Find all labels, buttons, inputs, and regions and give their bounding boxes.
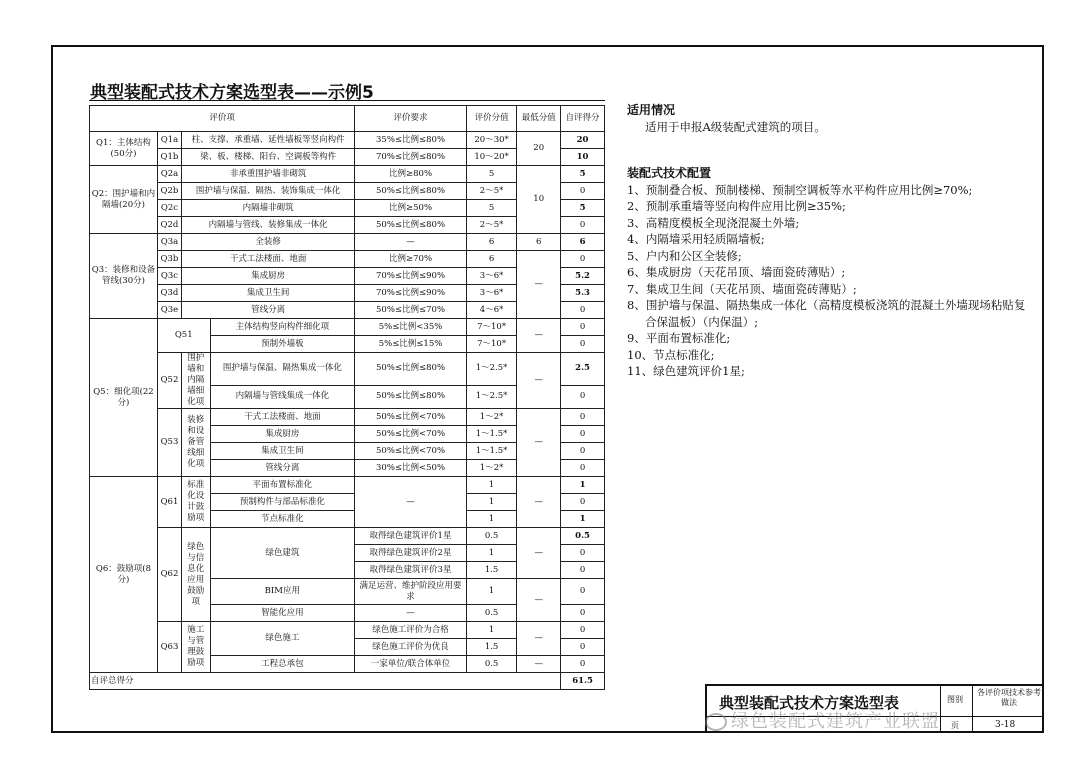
subgroup-name: 施工与管理鼓励项 — [182, 622, 210, 673]
item-code: Q1a — [157, 132, 181, 149]
item-self: 0 — [561, 183, 605, 200]
item-name: 绿色建筑 — [210, 528, 355, 579]
item-min: 6 — [517, 234, 561, 251]
item-self: 1 — [561, 477, 605, 494]
item-name: 工程总承包 — [210, 656, 355, 673]
item-name: 集成卫生间 — [210, 443, 355, 460]
table-row — [90, 409, 605, 426]
item-self: 0 — [561, 443, 605, 460]
item-self: 0 — [561, 545, 605, 562]
item-score: 1～2* — [466, 409, 516, 426]
item-self: 5 — [561, 200, 605, 217]
usage-heading: 适用情况 — [627, 103, 676, 117]
item-self: 0 — [561, 494, 605, 511]
item-requirement: 5%≤比例≤15% — [355, 336, 467, 353]
item-name: 全装修 — [182, 234, 355, 251]
item-code: Q2c — [157, 200, 181, 217]
usage-text: 适用于申报A级装配式建筑的项目。 — [645, 119, 826, 134]
item-self: 5.3 — [561, 285, 605, 302]
item-score: 1 — [466, 477, 516, 494]
item-score: 1 — [466, 622, 516, 639]
item-requirement: 50%≤比例≤70% — [355, 302, 467, 319]
item-score: 1.5 — [466, 562, 516, 579]
item-score: 5 — [466, 166, 516, 183]
item-score: 0.5 — [466, 605, 516, 622]
item-code: Q2b — [157, 183, 181, 200]
item-score: 1～2.5* — [466, 353, 516, 386]
item-score: 6 — [466, 234, 516, 251]
item-score: 3～6* — [466, 285, 516, 302]
item-code: Q3e — [157, 302, 181, 319]
config-item: 3、高精度模板全现浇混凝土外墙; — [627, 215, 800, 230]
item-self: 0.5 — [561, 528, 605, 545]
header-requirement: 评价要求 — [355, 106, 467, 132]
item-score: 1 — [466, 511, 516, 528]
item-requirement: 50%≤比例<70% — [355, 443, 467, 460]
item-self: 0 — [561, 302, 605, 319]
table-row — [90, 234, 605, 251]
item-min: — — [517, 251, 561, 319]
item-requirement: 取得绿色建筑评价1星 — [355, 528, 467, 545]
item-requirement: 一家单位/联合体单位 — [355, 656, 467, 673]
item-self: 20 — [561, 132, 605, 149]
item-name: 柱、支撑、承重墙、延性墙板等竖向构件 — [182, 132, 355, 149]
notes-panel — [627, 102, 1027, 380]
item-name: 管线分离 — [182, 302, 355, 319]
item-self: 0 — [561, 639, 605, 656]
item-name: 围护墙与保温、隔热、装饰集成一体化 — [182, 183, 355, 200]
item-score: 2～5* — [466, 217, 516, 234]
item-code: Q3a — [157, 234, 181, 251]
watermark: 绿色装配式建筑产业联盟 — [705, 707, 940, 733]
item-name: 非承重围护墙非砌筑 — [182, 166, 355, 183]
item-requirement: 50%≤比例≤80% — [355, 353, 467, 386]
item-min: — — [517, 353, 561, 409]
item-code: Q3c — [157, 268, 181, 285]
item-score: 6 — [466, 251, 516, 268]
group-label: Q3：装修和设备管线(30分) — [90, 234, 158, 319]
item-self: 1 — [561, 511, 605, 528]
config-item: 11、绿色建筑评价1星; — [627, 364, 745, 378]
item-requirement: 50%≤比例≤80% — [355, 217, 467, 234]
table-row — [90, 166, 605, 183]
item-code: Q2a — [157, 166, 181, 183]
item-self: 0 — [561, 460, 605, 477]
subgroup-code: Q62 — [157, 528, 181, 622]
group-label: Q1：主体结构(50分) — [90, 132, 158, 166]
header-min: 最低分值 — [517, 106, 561, 132]
item-name: 围护墙与保温、隔热集成一体化 — [210, 353, 355, 386]
config-item: 7、集成卫生间（天花吊顶、墙面瓷砖薄贴）; — [627, 281, 857, 296]
config-heading: 装配式技术配置 — [627, 166, 712, 180]
item-requirement: 满足运营、维护阶段应用要求 — [355, 579, 467, 605]
wechat-icon — [705, 713, 727, 731]
item-name: 内隔墙与管线集成一体化 — [210, 385, 355, 408]
item-score: 1～1.5* — [466, 443, 516, 460]
selection-table — [89, 105, 605, 690]
header-self: 自评得分 — [561, 106, 605, 132]
item-requirement: 70%≤比例≤80% — [355, 149, 467, 166]
item-self: 0 — [561, 217, 605, 234]
item-score: 4～6* — [466, 302, 516, 319]
item-self: 0 — [561, 319, 605, 336]
item-code: Q2d — [157, 217, 181, 234]
item-self: 0 — [561, 562, 605, 579]
table-header-row — [90, 106, 605, 132]
item-score: 1.5 — [466, 639, 516, 656]
item-name: 集成厨房 — [182, 268, 355, 285]
item-self: 10 — [561, 149, 605, 166]
table-row — [90, 251, 605, 268]
subgroup-code: Q52 — [157, 353, 181, 409]
item-min: — — [517, 622, 561, 656]
table-row — [90, 477, 605, 494]
item-self: 0 — [561, 385, 605, 408]
item-score: 20～30* — [466, 132, 516, 149]
item-score: 0.5 — [466, 656, 516, 673]
item-self: 0 — [561, 409, 605, 426]
item-score: 1～2.5* — [466, 385, 516, 408]
item-self: 0 — [561, 656, 605, 673]
item-score: 1～1.5* — [466, 426, 516, 443]
item-name: 节点标准化 — [210, 511, 355, 528]
item-name: 智能化应用 — [210, 605, 355, 622]
item-requirement: — — [355, 605, 467, 622]
item-min: 20 — [517, 132, 561, 166]
item-min: — — [517, 409, 561, 477]
item-score: 1～2* — [466, 460, 516, 477]
config-item: 10、节点标准化; — [627, 347, 715, 362]
item-name: 内隔墙与管线、装修集成一体化 — [182, 217, 355, 234]
item-requirement: 比例≥80% — [355, 166, 467, 183]
item-name: 绿色施工 — [210, 622, 355, 656]
item-requirement: 绿色施工评价为合格 — [355, 622, 467, 639]
item-score: 10～20* — [466, 149, 516, 166]
config-item: 2、预制承重墙等竖向构件应用比例≥35%; — [627, 199, 846, 213]
item-name: 预制构件与部品标准化 — [210, 494, 355, 511]
group-label: Q6：鼓励项(8分) — [90, 477, 158, 673]
item-min: — — [517, 528, 561, 579]
config-item: 4、内隔墙采用轻质隔墙板; — [627, 232, 765, 246]
config-item: 5、户内和公区全装修; — [627, 248, 742, 263]
subgroup-code: Q63 — [157, 622, 181, 673]
item-requirement: 35%≤比例≤80% — [355, 132, 467, 149]
item-min: 10 — [517, 166, 561, 234]
item-requirement: 比例≥70% — [355, 251, 467, 268]
item-score: 1 — [466, 579, 516, 605]
subgroup-name: 标准化设计鼓励项 — [182, 477, 210, 528]
total-row — [90, 673, 605, 690]
config-item: 1、预制叠合板、预制楼梯、预制空调板等水平构件应用比例≥70%; — [627, 182, 973, 197]
item-name: 干式工法楼面、地面 — [210, 409, 355, 426]
item-min: — — [517, 477, 561, 528]
item-name: 预制外墙板 — [210, 336, 355, 353]
page-number: 3-18 — [995, 720, 1016, 730]
item-name: 内隔墙非砌筑 — [182, 200, 355, 217]
item-self: 0 — [561, 579, 605, 605]
item-self: 5 — [561, 166, 605, 183]
item-self: 0 — [561, 622, 605, 639]
item-name: BIM应用 — [210, 579, 355, 605]
item-requirement: 比例≥50% — [355, 200, 467, 217]
item-code: Q1b — [157, 149, 181, 166]
item-self: 2.5 — [561, 353, 605, 386]
title-block-title: 典型装配式技术方案选型表 — [719, 694, 900, 712]
item-name: 集成厨房 — [210, 426, 355, 443]
item-min: — — [517, 656, 561, 673]
item-min: — — [517, 579, 561, 622]
item-requirement: 70%≤比例≤90% — [355, 285, 467, 302]
item-requirement: — — [355, 477, 467, 528]
item-self: 0 — [561, 336, 605, 353]
item-requirement: 70%≤比例≤90% — [355, 268, 467, 285]
subgroup-code: Q53 — [157, 409, 181, 477]
item-min: — — [517, 319, 561, 353]
item-score: 5 — [466, 200, 516, 217]
item-self: 0 — [561, 426, 605, 443]
item-requirement: 50%≤比例≤80% — [355, 385, 467, 408]
subgroup-name: 绿色与信息化应用鼓励项 — [182, 528, 210, 622]
item-score: 7～10* — [466, 336, 516, 353]
item-score: 3～6* — [466, 268, 516, 285]
item-requirement: — — [355, 234, 467, 251]
title-underline — [89, 100, 605, 101]
item-requirement: 取得绿色建筑评价3星 — [355, 562, 467, 579]
item-score: 2～5* — [466, 183, 516, 200]
item-requirement: 5%≤比例<35% — [355, 319, 467, 336]
subgroup-name: 装修和设备管线细化项 — [182, 409, 210, 477]
item-score: 1 — [466, 494, 516, 511]
page-label: 页 — [951, 721, 959, 730]
document-title: 典型装配式技术方案选型表——示例5 — [90, 83, 374, 103]
subgroup-name: 围护墙和内隔墙细化项 — [182, 353, 210, 409]
config-item: 9、平面布置标准化; — [627, 331, 731, 345]
set-label: 图别 — [947, 695, 963, 704]
item-name: 梁、板、楼梯、阳台、空调板等构件 — [182, 149, 355, 166]
item-name: 管线分离 — [210, 460, 355, 477]
table-row — [90, 528, 605, 545]
item-name: 集成卫生间 — [182, 285, 355, 302]
item-code: Q3b — [157, 251, 181, 268]
item-score: 0.5 — [466, 528, 516, 545]
group-label: Q5：细化项(22分) — [90, 319, 158, 477]
item-score: 1 — [466, 545, 516, 562]
item-self: 5.2 — [561, 268, 605, 285]
item-name: 平面布置标准化 — [210, 477, 355, 494]
item-self: 0 — [561, 605, 605, 622]
config-item: 6、集成厨房（天花吊顶、墙面瓷砖薄贴）; — [627, 265, 846, 279]
table-row — [90, 319, 605, 336]
item-requirement: 绿色施工评价为优良 — [355, 639, 467, 656]
item-requirement: 50%≤比例<70% — [355, 426, 467, 443]
total-value: 61.5 — [561, 673, 605, 690]
item-requirement: 50%≤比例<70% — [355, 409, 467, 426]
item-name: 干式工法楼面、地面 — [182, 251, 355, 268]
table-row — [90, 132, 605, 149]
item-requirement: 30%≤比例<50% — [355, 460, 467, 477]
item-name: 主体结构竖向构件细化项 — [210, 319, 355, 336]
table-row — [90, 622, 605, 639]
config-item: 8、围护墙与保温、隔热集成一体化（高精度模板浇筑的混凝土外墙现场粘贴复合保温板）（内保温）; — [627, 298, 1026, 329]
total-label: 自评总得分 — [90, 673, 561, 690]
item-self: 6 — [561, 234, 605, 251]
item-code: Q3d — [157, 285, 181, 302]
subgroup-code: Q61 — [157, 477, 181, 528]
header-score: 评价分值 — [466, 106, 516, 132]
set-value: 各评价项技术参考做法 — [977, 688, 1041, 707]
group-label: Q2：围护墙和内隔墙(20分) — [90, 166, 158, 234]
item-requirement: 取得绿色建筑评价2星 — [355, 545, 467, 562]
item-requirement: 50%≤比例≤80% — [355, 183, 467, 200]
subgroup-code: Q51 — [157, 319, 210, 353]
table-row — [90, 353, 605, 386]
item-score: 7～10* — [466, 319, 516, 336]
item-self: 0 — [561, 251, 605, 268]
header-item: 评价项 — [90, 106, 355, 132]
